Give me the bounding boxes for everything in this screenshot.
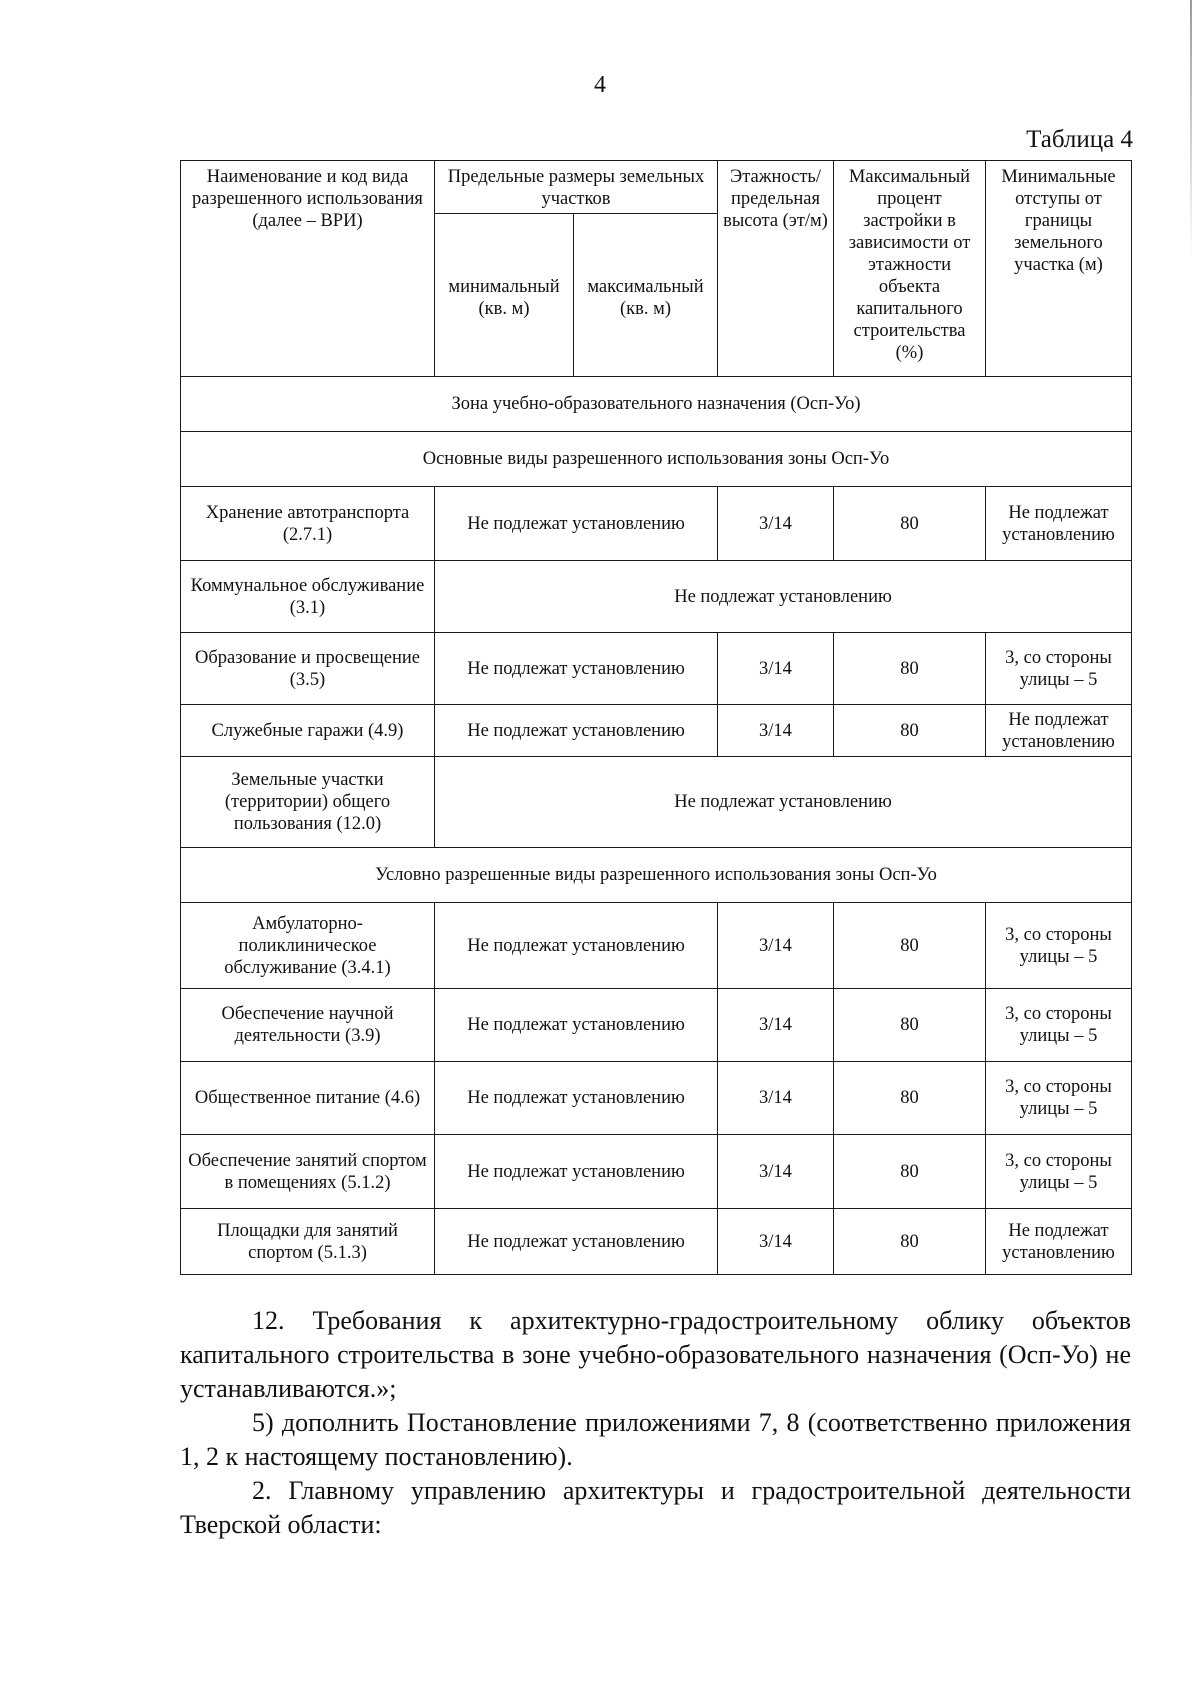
- section-title-main: Основные виды разрешенного использования зоны Осп-Уо: [181, 432, 1132, 487]
- table-row: [181, 1209, 1132, 1275]
- paragraph-2-main-directorate: 2. Главному управлению архитектуры и градостроительной деятельности Тверской области:: [180, 1476, 1131, 1539]
- use-name: Амбулаторно-поликлиническое обслуживание (3.4.1): [181, 903, 435, 989]
- header-min-setback: Минимальные отступы от границы земельного участка (м): [986, 161, 1132, 377]
- floors-value: 3/14: [718, 633, 834, 705]
- header-dim-max: максимальный (кв. м): [574, 214, 718, 377]
- floors-value: 3/14: [718, 1135, 834, 1209]
- header-dims-group: Предельные размеры земельных участков: [435, 161, 718, 214]
- table-row: [181, 757, 1132, 848]
- plot-sizes: Не подлежат установлению: [435, 1062, 718, 1135]
- setback-value: 3, со стороны улицы – 5: [986, 1135, 1132, 1209]
- plot-sizes: Не подлежат установлению: [435, 633, 718, 705]
- setback-value: 3, со стороны улицы – 5: [986, 903, 1132, 989]
- plot-sizes: Не подлежат установлению: [435, 903, 718, 989]
- plot-sizes: Не подлежат установлению: [435, 705, 718, 757]
- percent-value: 80: [834, 903, 986, 989]
- plot-sizes: Не подлежат установлению: [435, 487, 718, 561]
- use-name: Земельные участки (территории) общего пользования (12.0): [181, 757, 435, 848]
- header-dim-min: минимальный (кв. м): [435, 214, 574, 377]
- table-row: [181, 487, 1132, 561]
- zone-title-row: [181, 377, 1132, 432]
- setback-value: 3, со стороны улицы – 5: [986, 633, 1132, 705]
- use-name: Обеспечение занятий спортом в помещениях (5.1.2): [181, 1135, 435, 1209]
- use-name: Площадки для занятий спортом (5.1.3): [181, 1209, 435, 1275]
- scan-edge-line: [1190, 0, 1192, 260]
- zoning-table: [180, 160, 1132, 1275]
- use-name: Хранение автотранспорта (2.7.1): [181, 487, 435, 561]
- table-row: [181, 903, 1132, 989]
- table-row: [181, 633, 1132, 705]
- percent-value: 80: [834, 487, 986, 561]
- table-row: [181, 1062, 1132, 1135]
- floors-value: 3/14: [718, 989, 834, 1062]
- body-text: [180, 1304, 1131, 1542]
- use-name: Образование и просвещение (3.5): [181, 633, 435, 705]
- table-row: [181, 705, 1132, 757]
- percent-value: 80: [834, 1135, 986, 1209]
- floors-value: 3/14: [718, 487, 834, 561]
- header-max-percent: Максимальный процент застройки в зависимости от этажности объекта капитального строительства (%): [834, 161, 986, 377]
- section-title-conditional: Условно разрешенные виды разрешенного использования зоны Осп-Уо: [181, 848, 1132, 903]
- setback-value: Не подлежат установлению: [986, 487, 1132, 561]
- percent-value: 80: [834, 633, 986, 705]
- percent-value: 80: [834, 705, 986, 757]
- setback-value: 3, со стороны улицы – 5: [986, 989, 1132, 1062]
- table-caption: Таблица 4: [1026, 126, 1133, 153]
- setback-value: Не подлежат установлению: [986, 705, 1132, 757]
- section-row-conditional: [181, 848, 1132, 903]
- floors-value: 3/14: [718, 903, 834, 989]
- percent-value: 80: [834, 989, 986, 1062]
- section-row-main: [181, 432, 1132, 487]
- setback-value: Не подлежат установлению: [986, 1209, 1132, 1275]
- setback-value: 3, со стороны улицы – 5: [986, 1062, 1132, 1135]
- page-number: 4: [594, 72, 606, 98]
- floors-value: 3/14: [718, 1062, 834, 1135]
- table-row: [181, 1135, 1132, 1209]
- plot-sizes: Не подлежат установлению: [435, 1209, 718, 1275]
- table-row: [181, 561, 1132, 633]
- zone-title: Зона учебно-образовательного назначения (Осп-Уо): [181, 377, 1132, 432]
- header-row: [181, 161, 1132, 214]
- paragraph-12-requirements: 12. Требования к архитектурно-градостроительному облику объектов капитального строительства в зоне учебно-образовательного назначения (Осп-Уо) не устанавливаются.»;: [180, 1306, 1131, 1403]
- table-row: [181, 989, 1132, 1062]
- plot-sizes: Не подлежат установлению: [435, 1135, 718, 1209]
- merged-value: Не подлежат установлению: [435, 757, 1132, 848]
- floors-value: 3/14: [718, 1209, 834, 1275]
- use-name: Обеспечение научной деятельности (3.9): [181, 989, 435, 1062]
- floors-value: 3/14: [718, 705, 834, 757]
- header-name: Наименование и код вида разрешенного использования (далее – ВРИ): [181, 161, 435, 377]
- plot-sizes: Не подлежат установлению: [435, 989, 718, 1062]
- merged-value: Не подлежат установлению: [435, 561, 1132, 633]
- use-name: Общественное питание (4.6): [181, 1062, 435, 1135]
- percent-value: 80: [834, 1209, 986, 1275]
- percent-value: 80: [834, 1062, 986, 1135]
- use-name: Коммунальное обслуживание (3.1): [181, 561, 435, 633]
- header-floors: Этажность/ предельная высота (эт/м): [718, 161, 834, 377]
- paragraph-5-supplement: 5) дополнить Постановление приложениями 7, 8 (соответственно приложения 1, 2 к настоящему постановлению).: [180, 1408, 1131, 1471]
- use-name: Служебные гаражи (4.9): [181, 705, 435, 757]
